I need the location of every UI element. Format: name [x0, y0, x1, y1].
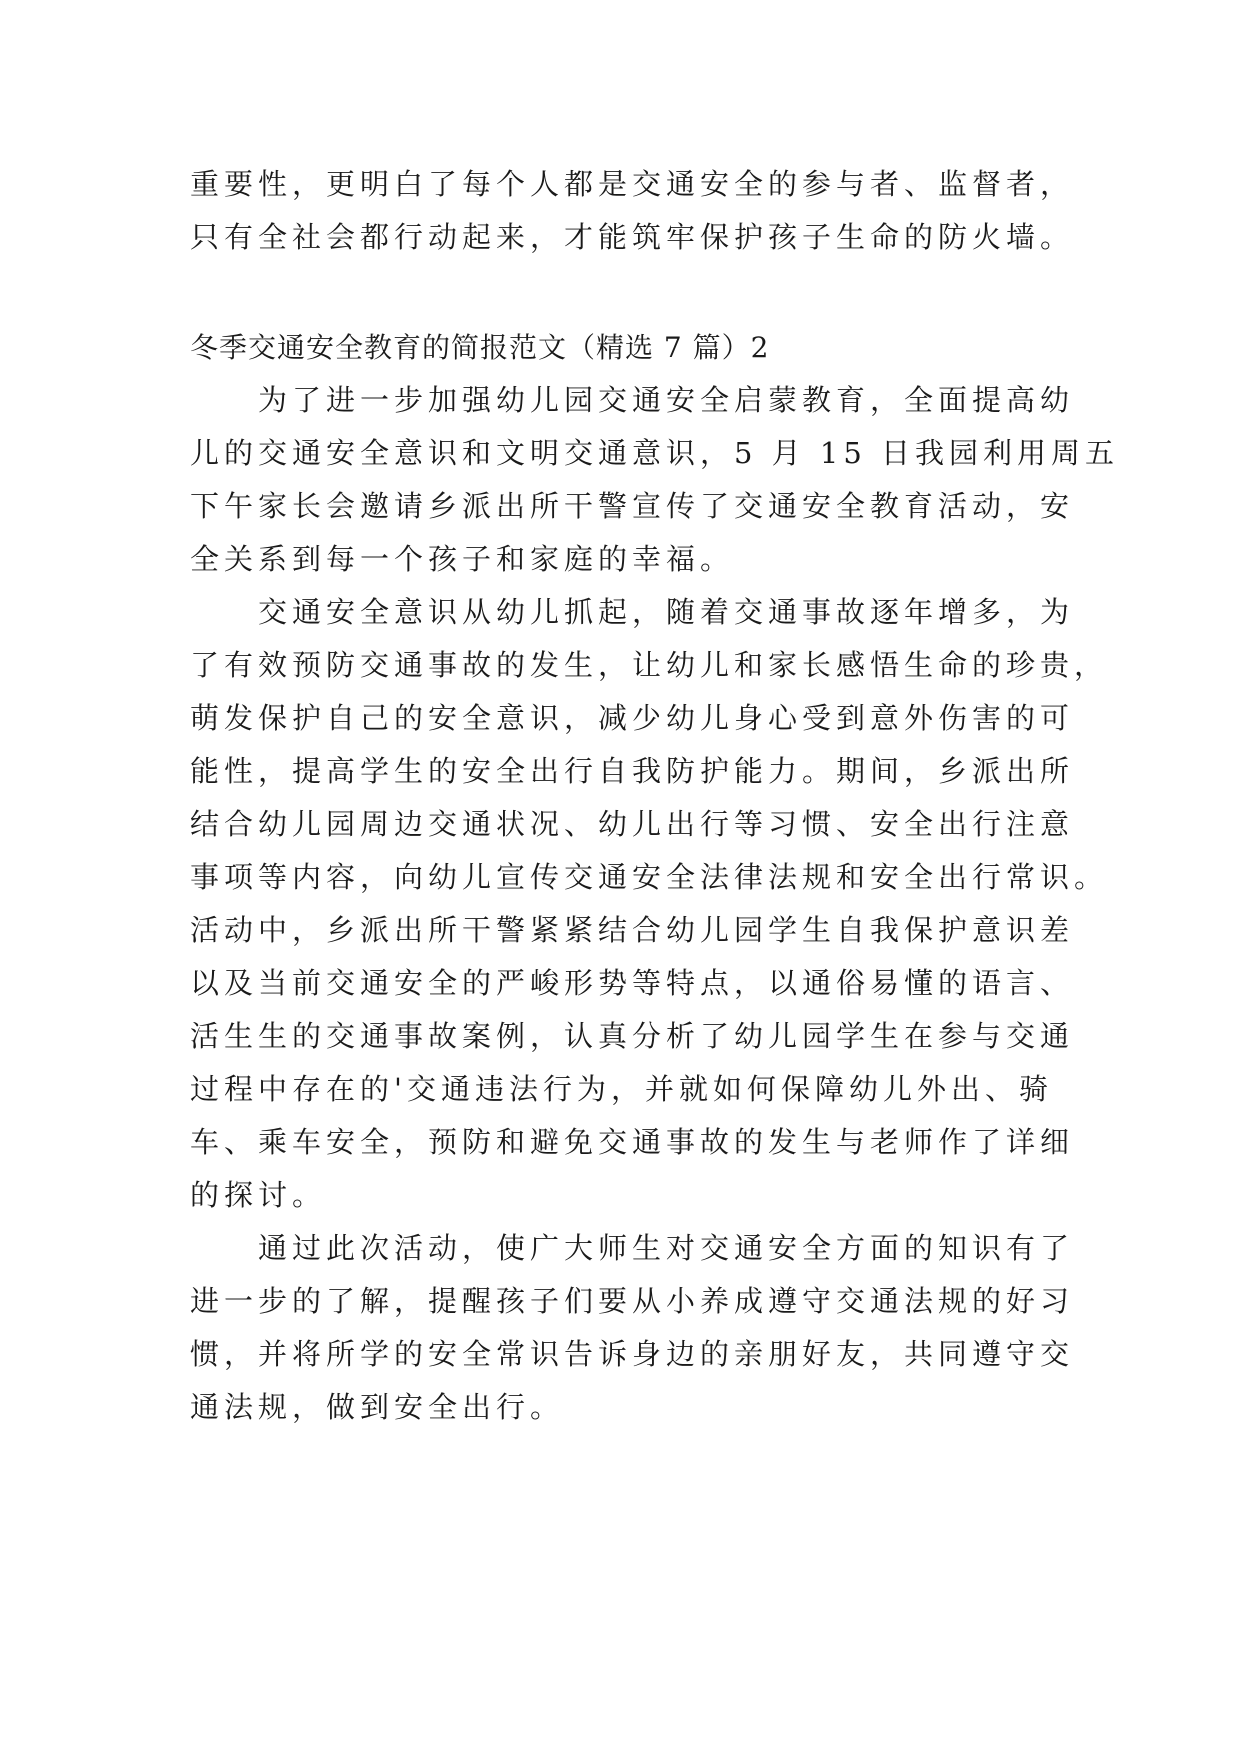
paragraph-line: 通过此次活动，使广大师生对交通安全方面的知识有了 — [258, 1231, 1075, 1265]
body-paragraph-1 — [190, 374, 1120, 586]
body-paragraph-3 — [190, 1222, 1075, 1434]
paragraph-line: 活动中，乡派出所干警紧紧结合幼儿园学生自我保护意识差 — [190, 913, 1075, 947]
continuation-paragraph — [190, 158, 1075, 264]
paragraph-line: 了有效预防交通事故的发生，让幼儿和家长感悟生命的珍贵， — [190, 648, 1109, 682]
paragraph-line: 结合幼儿园周边交通状况、幼儿出行等习惯、安全出行注意 — [190, 807, 1075, 841]
paragraph-line: 惯，并将所学的安全常识告诉身边的亲朋好友，共同遵守交 — [190, 1337, 1075, 1371]
paragraph-line: 的探讨。 — [190, 1178, 327, 1212]
paragraph-line: 进一步的了解，提醒孩子们要从小养成遵守交通法规的好习 — [190, 1284, 1075, 1318]
paragraph-line: 重要性，更明白了每个人都是交通安全的参与者、监督者， — [190, 167, 1075, 201]
paragraph-line: 下午家长会邀请乡派出所干警宣传了交通安全教育活动，安 — [190, 489, 1075, 523]
section-heading: 冬季交通安全教育的简报范文（精选 7 篇）2 — [190, 331, 770, 364]
paragraph-line: 事项等内容，向幼儿宣传交通安全法律法规和安全出行常识。 — [190, 860, 1109, 894]
paragraph-line: 能性，提高学生的安全出行自我防护能力。期间，乡派出所 — [190, 754, 1075, 788]
document-page — [190, 158, 1120, 1434]
paragraph-line: 通法规，做到安全出行。 — [190, 1390, 565, 1424]
paragraph-line: 只有全社会都行动起来，才能筑牢保护孩子生命的防火墙。 — [190, 220, 1075, 254]
body-paragraph-2 — [190, 586, 1109, 1222]
paragraph-line: 为了进一步加强幼儿园交通安全启蒙教育，全面提高幼 — [258, 383, 1075, 417]
paragraph-line: 交通安全意识从幼儿抓起，随着交通事故逐年增多，为 — [258, 595, 1075, 629]
paragraph-line: 儿的交通安全意识和文明交通意识，5 月 15 日我园利用周五 — [190, 436, 1120, 470]
paragraph-line: 活生生的交通事故案例，认真分析了幼儿园学生在参与交通 — [190, 1019, 1075, 1053]
paragraph-line: 过程中存在的'交通违法行为，并就如何保障幼儿外出、骑 — [190, 1072, 1053, 1106]
paragraph-line: 以及当前交通安全的严峻形势等特点，以通俗易懂的语言、 — [190, 966, 1075, 1000]
paragraph-line: 车、乘车安全，预防和避免交通事故的发生与老师作了详细 — [190, 1125, 1075, 1159]
paragraph-line: 全关系到每一个孩子和家庭的幸福。 — [190, 542, 735, 576]
paragraph-line: 萌发保护自己的安全意识，减少幼儿身心受到意外伤害的可 — [190, 701, 1075, 735]
